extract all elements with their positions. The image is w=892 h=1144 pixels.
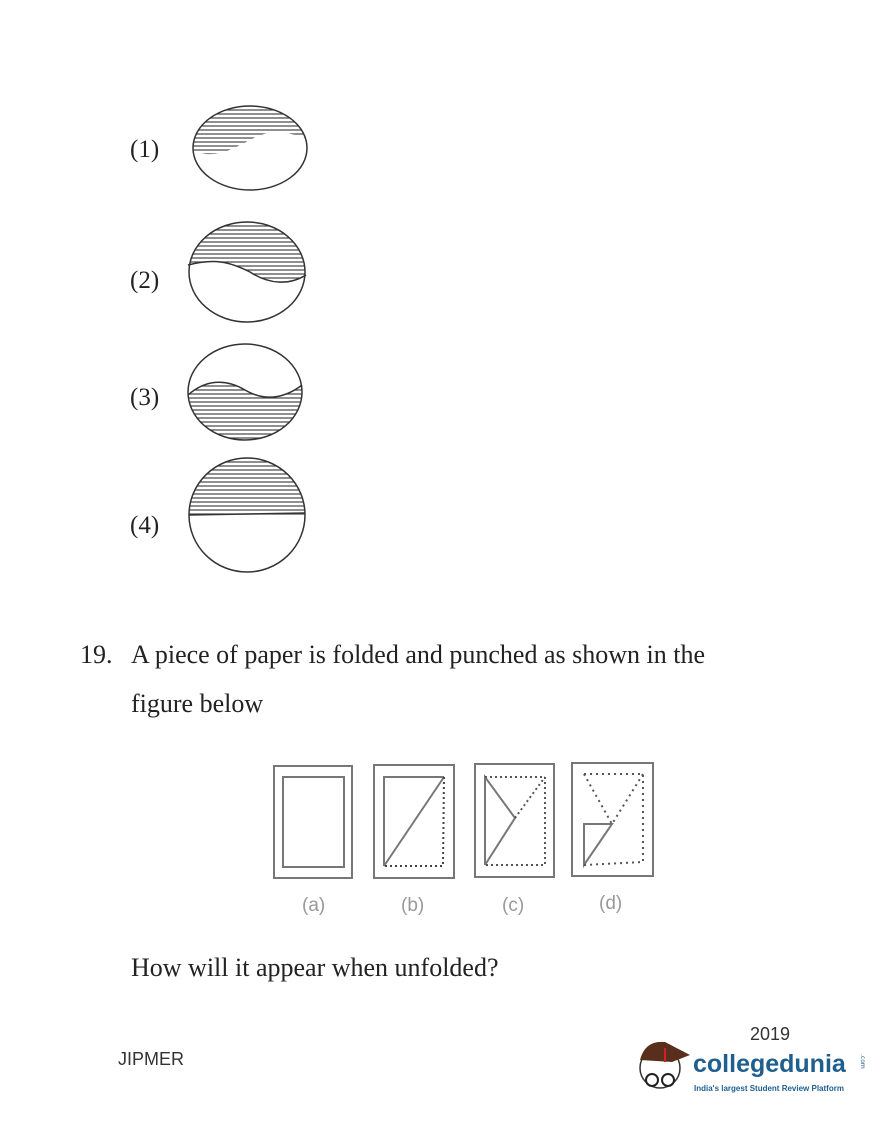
question-number: 19.: [80, 640, 113, 669]
figure-label-b: (b): [401, 895, 425, 916]
question-line-1: A piece of paper is folded and punched as shown in the: [131, 640, 706, 669]
footer-year: 2019: [750, 1024, 791, 1044]
fold-figure-b: [374, 765, 454, 878]
fold-figure-a: [274, 766, 352, 878]
collegedunia-logo-text: collegedunia: [693, 1050, 846, 1078]
collegedunia-tagline: India's largest Student Review Platform: [694, 1084, 844, 1093]
footer-exam-name: JIPMER: [118, 1049, 185, 1069]
option-3-figure: [188, 344, 302, 445]
option-2-label: (2): [130, 267, 160, 294]
option-4-label: (4): [130, 512, 160, 539]
fold-figure-d: [572, 763, 653, 876]
collegedunia-logo-mascot: [640, 1042, 690, 1088]
option-2-figure: [188, 215, 306, 322]
figure-label-a: (a): [302, 895, 326, 916]
option-1-figure: [190, 100, 310, 190]
fold-figure-c: [475, 764, 554, 877]
figure-label-d: (d): [599, 893, 623, 914]
question-prompt: How will it appear when unfolded?: [131, 953, 499, 982]
option-4-figure: [185, 455, 310, 572]
option-3-label: (3): [130, 384, 160, 411]
question-line-2: figure below: [131, 689, 264, 718]
option-1-label: (1): [130, 136, 160, 163]
collegedunia-logo-suffix: .com: [858, 1054, 866, 1069]
figure-label-c: (c): [502, 895, 525, 916]
